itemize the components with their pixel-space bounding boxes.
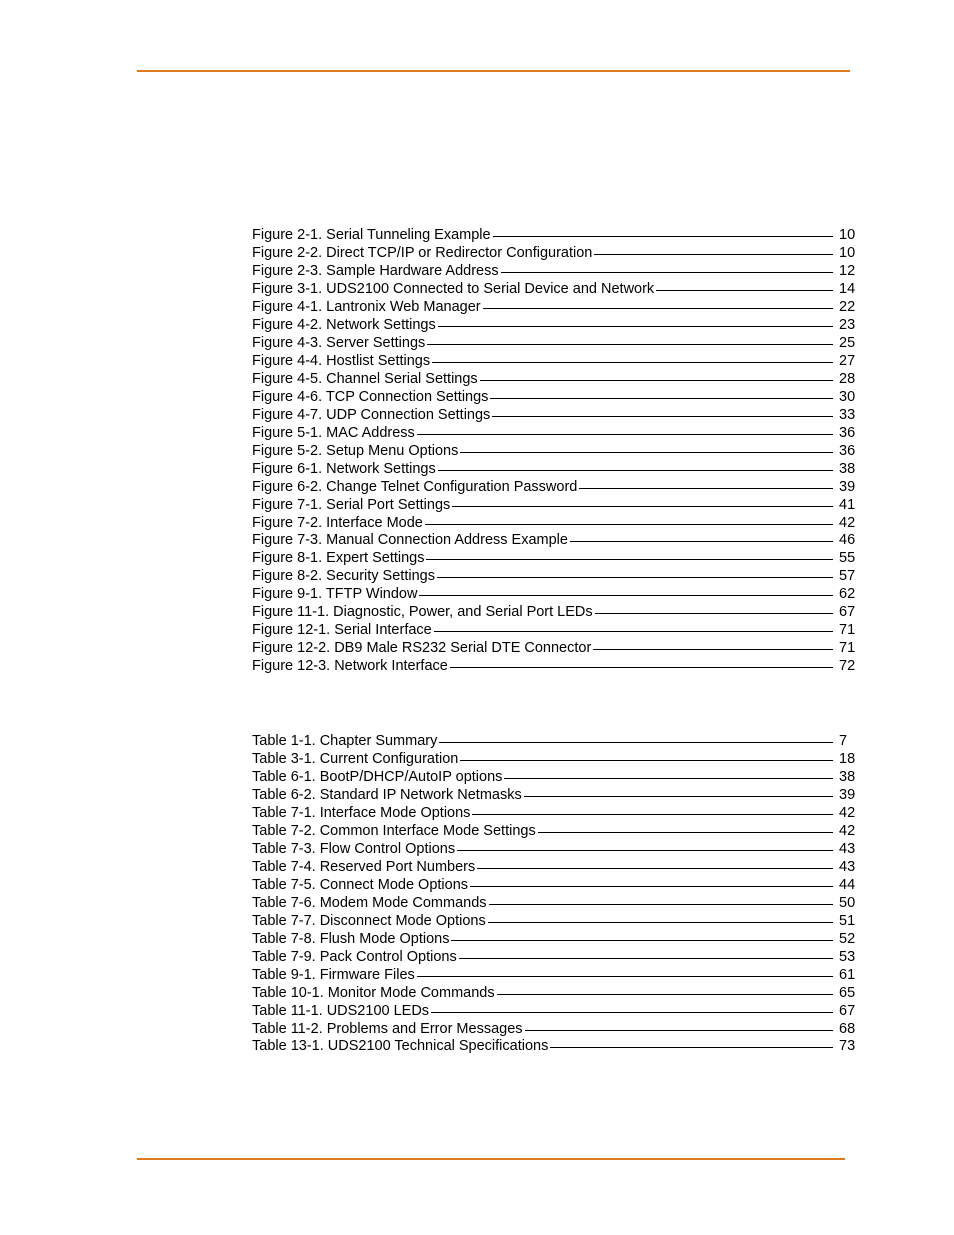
toc-entry[interactable] — [252, 967, 859, 985]
toc-leader-line — [451, 940, 833, 941]
toc-leader-line — [493, 236, 833, 237]
toc-entry-label: Table 9-1. Firmware Files — [252, 966, 415, 983]
toc-entry[interactable] — [252, 622, 859, 640]
toc-entry[interactable] — [252, 787, 859, 805]
toc-entry[interactable] — [252, 407, 859, 425]
toc-entry[interactable] — [252, 335, 859, 353]
toc-entry-page: 62 — [839, 586, 856, 603]
toc-entry-label: Figure 7-3. Manual Connection Address Example — [252, 532, 568, 549]
toc-leader-line — [470, 886, 833, 887]
toc-entry-page: 42 — [839, 822, 856, 839]
toc-entry-page: 73 — [839, 1038, 856, 1055]
toc-entry-label: Table 6-2. Standard IP Network Netmasks — [252, 786, 522, 803]
toc-entry-page: 7 — [839, 733, 848, 749]
toc-entry[interactable] — [252, 245, 859, 263]
toc-leader-line — [437, 577, 833, 578]
toc-leader-line — [434, 631, 833, 632]
toc-entry-label: Figure 2-1. Serial Tunneling Example — [252, 227, 491, 243]
toc-leader-line — [524, 796, 833, 797]
toc-entry-label: Figure 4-1. Lantronix Web Manager — [252, 298, 481, 315]
toc-entry-page: 51 — [839, 912, 856, 929]
toc-entry[interactable] — [252, 281, 859, 299]
toc-entry[interactable] — [252, 985, 859, 1003]
toc-entry-label: Table 7-6. Modem Mode Commands — [252, 894, 487, 911]
toc-entry-page: 30 — [839, 388, 856, 405]
list-of-figures — [252, 227, 859, 676]
toc-entry-label: Table 10-1. Monitor Mode Commands — [252, 984, 495, 1001]
toc-entry[interactable] — [252, 841, 859, 859]
toc-entry-label: Table 7-1. Interface Mode Options — [252, 804, 471, 821]
toc-leader-line — [419, 595, 833, 596]
toc-entry-label: Figure 8-2. Security Settings — [252, 568, 435, 585]
toc-entry-page: 36 — [839, 424, 856, 441]
toc-entry-page: 61 — [839, 966, 856, 983]
toc-entry-page: 65 — [839, 984, 856, 1001]
toc-leader-line — [550, 1047, 833, 1048]
toc-entry[interactable] — [252, 640, 859, 658]
toc-entry-label: Figure 4-2. Network Settings — [252, 316, 436, 333]
toc-leader-line — [438, 470, 833, 471]
toc-entry-page: 71 — [839, 640, 856, 657]
toc-leader-line — [593, 649, 833, 650]
toc-entry-label: Table 1-1. Chapter Summary — [252, 733, 438, 749]
toc-leader-line — [459, 958, 833, 959]
toc-entry-label: Table 7-2. Common Interface Mode Settings — [252, 822, 536, 839]
toc-leader-line — [483, 308, 833, 309]
toc-entry-page: 72 — [839, 658, 856, 675]
toc-leader-line — [472, 814, 833, 815]
toc-leader-line — [504, 778, 833, 779]
toc-leader-line — [570, 541, 833, 542]
toc-entry[interactable] — [252, 877, 859, 895]
toc-entry[interactable] — [252, 532, 859, 550]
toc-entry[interactable] — [252, 733, 859, 751]
toc-entry[interactable] — [252, 550, 859, 568]
toc-entry-label: Table 13-1. UDS2100 Technical Specifications — [252, 1038, 549, 1055]
toc-entry-label: Figure 2-3. Sample Hardware Address — [252, 262, 499, 279]
toc-leader-line — [432, 362, 833, 363]
toc-entry-page: 53 — [839, 948, 856, 965]
toc-entry[interactable] — [252, 425, 859, 443]
toc-entry-page: 55 — [839, 550, 856, 567]
toc-leader-line — [452, 506, 833, 507]
toc-entry[interactable] — [252, 805, 859, 823]
header-rule — [137, 70, 850, 72]
toc-entry[interactable] — [252, 317, 859, 335]
toc-entry[interactable] — [252, 604, 859, 622]
toc-leader-line — [656, 290, 833, 291]
toc-entry-label: Table 7-8. Flush Mode Options — [252, 930, 450, 947]
footer-rule — [137, 1158, 845, 1160]
toc-entry[interactable] — [252, 751, 859, 769]
toc-entry-label: Table 7-4. Reserved Port Numbers — [252, 858, 476, 875]
toc-entry-label: Figure 7-2. Interface Mode — [252, 514, 423, 531]
toc-entry[interactable] — [252, 371, 859, 389]
toc-entry-page: 18 — [839, 750, 856, 767]
toc-entry-page: 42 — [839, 514, 856, 531]
toc-entry-page: 14 — [839, 280, 856, 297]
toc-leader-line — [525, 1030, 833, 1031]
toc-entry-page: 38 — [839, 460, 856, 477]
toc-entry-label: Table 7-5. Connect Mode Options — [252, 876, 469, 893]
toc-leader-line — [450, 667, 833, 668]
toc-entry-label: Figure 3-1. UDS2100 Connected to Serial Device and Network — [252, 280, 655, 297]
toc-entry[interactable] — [252, 461, 859, 479]
toc-entry-label: Figure 11-1. Diagnostic, Power, and Serial Port LEDs — [252, 604, 593, 621]
toc-entry-label: Table 7-7. Disconnect Mode Options — [252, 912, 486, 929]
toc-leader-line — [457, 850, 833, 851]
toc-leader-line — [579, 488, 833, 489]
toc-entry[interactable] — [252, 859, 859, 877]
toc-leader-line — [501, 272, 833, 273]
toc-leader-line — [460, 452, 833, 453]
toc-leader-line — [490, 398, 833, 399]
toc-leader-line — [417, 434, 833, 435]
toc-leader-line — [489, 904, 833, 905]
toc-entry[interactable] — [252, 443, 859, 461]
toc-entry[interactable] — [252, 479, 859, 497]
toc-entry-label: Figure 7-1. Serial Port Settings — [252, 496, 451, 513]
toc-entry-label: Figure 5-1. MAC Address — [252, 424, 415, 441]
toc-entry-page: 22 — [839, 298, 856, 315]
toc-entry-label: Figure 4-5. Channel Serial Settings — [252, 370, 478, 387]
toc-entry-label: Figure 2-2. Direct TCP/IP or Redirector Configuration — [252, 244, 593, 261]
toc-leader-line — [425, 524, 833, 525]
toc-entry[interactable] — [252, 1021, 859, 1039]
toc-entry-label: Table 7-9. Pack Control Options — [252, 948, 457, 965]
toc-leader-line — [488, 922, 833, 923]
toc-leader-line — [427, 344, 833, 345]
toc-entry-page: 57 — [839, 568, 856, 585]
toc-entry-page: 39 — [839, 786, 856, 803]
toc-entry-label: Figure 6-1. Network Settings — [252, 460, 436, 477]
toc-entry[interactable] — [252, 568, 859, 586]
toc-leader-line — [438, 326, 833, 327]
toc-entry[interactable] — [252, 389, 859, 407]
toc-entry-label: Figure 9-1. TFTP Window — [252, 586, 418, 603]
toc-entry-label: Figure 6-2. Change Telnet Configuration Password — [252, 478, 578, 495]
toc-entry-page: 28 — [839, 370, 856, 387]
toc-entry[interactable] — [252, 931, 859, 949]
toc-entry-page: 38 — [839, 768, 856, 785]
toc-entry[interactable] — [252, 263, 859, 281]
toc-leader-line — [439, 742, 833, 743]
toc-entry-page: 50 — [839, 894, 856, 911]
toc-entry-page: 43 — [839, 840, 856, 857]
toc-leader-line — [594, 254, 833, 255]
list-of-tables — [252, 733, 859, 1056]
toc-entry[interactable] — [252, 895, 859, 913]
toc-leader-line — [538, 832, 833, 833]
toc-entry-page: 67 — [839, 604, 856, 621]
toc-entry-label: Figure 4-4. Hostlist Settings — [252, 352, 431, 369]
toc-entry-label: Figure 8-1. Expert Settings — [252, 550, 425, 567]
toc-entry-page: 25 — [839, 334, 856, 351]
toc-leader-line — [431, 1012, 833, 1013]
toc-entry-page: 52 — [839, 930, 856, 947]
toc-entry[interactable] — [252, 497, 859, 515]
toc-leader-line — [460, 760, 833, 761]
toc-entry[interactable] — [252, 658, 859, 676]
toc-entry-page: 43 — [839, 858, 856, 875]
toc-entry-label: Table 6-1. BootP/DHCP/AutoIP options — [252, 768, 503, 785]
toc-leader-line — [477, 868, 833, 869]
toc-entry-label: Figure 4-3. Server Settings — [252, 334, 426, 351]
toc-entry-label: Figure 12-1. Serial Interface — [252, 622, 432, 639]
toc-entry[interactable] — [252, 769, 859, 787]
toc-entry[interactable] — [252, 913, 859, 931]
toc-entry[interactable] — [252, 823, 859, 841]
toc-entry-page: 36 — [839, 442, 856, 459]
toc-leader-line — [480, 380, 833, 381]
toc-leader-line — [492, 416, 833, 417]
toc-leader-line — [497, 994, 833, 995]
toc-entry-page: 27 — [839, 352, 856, 369]
toc-entry-page: 33 — [839, 406, 856, 423]
toc-entry-label: Table 3-1. Current Configuration — [252, 750, 459, 767]
toc-leader-line — [417, 976, 833, 977]
toc-entry-page: 41 — [839, 496, 856, 513]
toc-entry-label: Figure 12-2. DB9 Male RS232 Serial DTE Connector — [252, 640, 592, 657]
toc-entry-label: Figure 4-6. TCP Connection Settings — [252, 388, 489, 405]
toc-entry[interactable] — [252, 515, 859, 533]
toc-entry-page: 67 — [839, 1002, 856, 1019]
toc-entry-page: 12 — [839, 262, 856, 279]
toc-entry[interactable] — [252, 353, 859, 371]
toc-entry-page: 39 — [839, 478, 856, 495]
toc-entry-page: 10 — [839, 244, 856, 261]
toc-entry-label: Figure 4-7. UDP Connection Settings — [252, 406, 491, 423]
toc-entry[interactable] — [252, 949, 859, 967]
toc-entry-page: 46 — [839, 532, 856, 549]
toc-entry-page: 10 — [839, 227, 856, 243]
toc-entry-label: Table 11-2. Problems and Error Messages — [252, 1020, 523, 1037]
toc-entry[interactable] — [252, 299, 859, 317]
toc-entry-label: Figure 12-3. Network Interface — [252, 658, 448, 675]
toc-entry-label: Figure 5-2. Setup Menu Options — [252, 442, 459, 459]
toc-entry-label: Table 11-1. UDS2100 LEDs — [252, 1002, 430, 1019]
toc-entry-page: 68 — [839, 1020, 856, 1037]
toc-entry[interactable] — [252, 1038, 859, 1056]
toc-leader-line — [426, 559, 833, 560]
toc-entry[interactable] — [252, 586, 859, 604]
toc-entry[interactable] — [252, 1003, 859, 1021]
toc-entry-page: 44 — [839, 876, 856, 893]
toc-entry-page: 42 — [839, 804, 856, 821]
toc-leader-line — [595, 613, 833, 614]
toc-entry-label: Table 7-3. Flow Control Options — [252, 840, 456, 857]
toc-entry-page: 23 — [839, 316, 856, 333]
toc-entry[interactable] — [252, 227, 859, 245]
toc-entry-page: 71 — [839, 622, 856, 639]
